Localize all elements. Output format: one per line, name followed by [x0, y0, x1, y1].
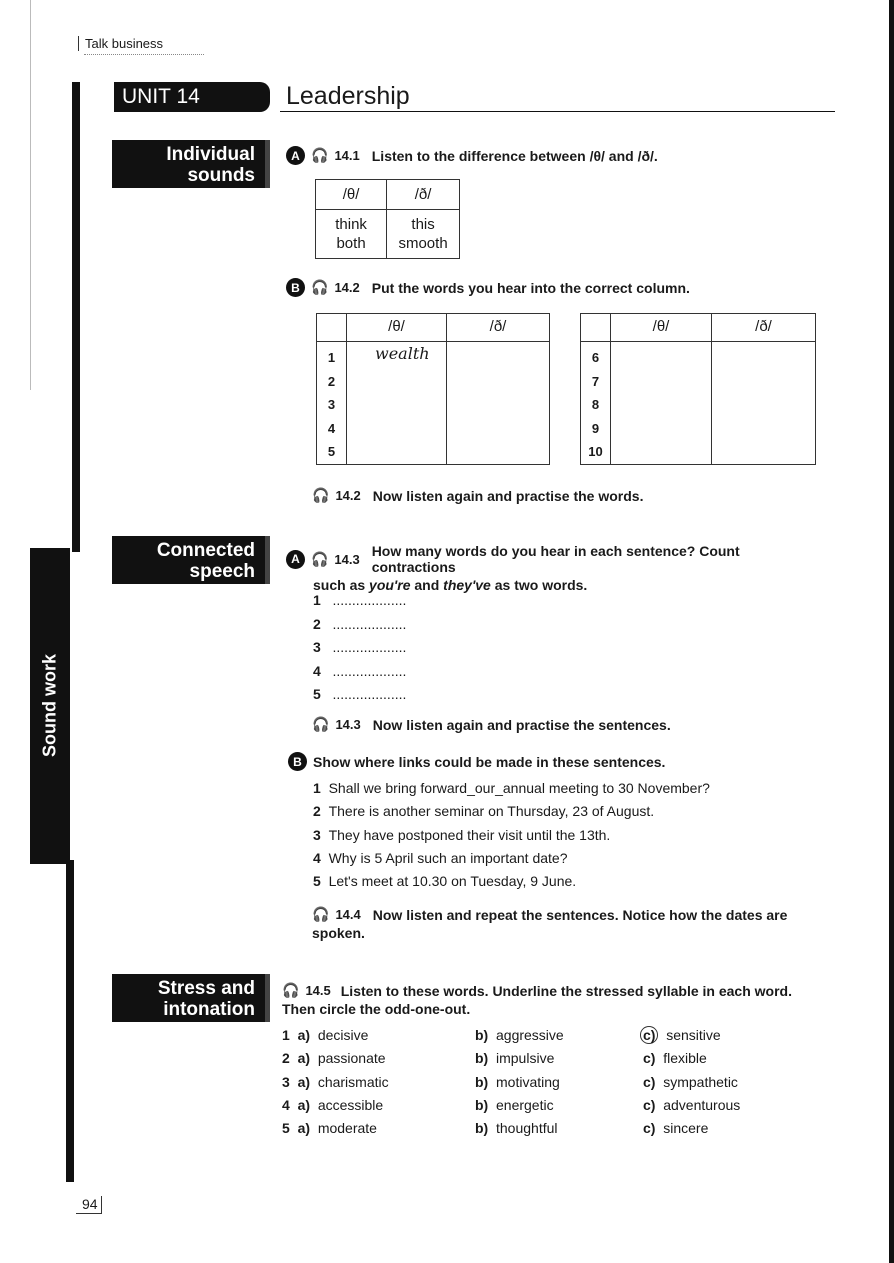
headphones-icon: 🎧: [312, 716, 330, 732]
exercise-stress-heading: [282, 982, 822, 1017]
track-number: 14.1: [334, 148, 360, 163]
margin-line: [30, 0, 31, 390]
linking-sentences: [313, 777, 710, 893]
list-item: 5 ...................: [313, 686, 407, 702]
table-row: 2 a) passionate b) impulsive c) flexible: [282, 1050, 707, 1067]
column-header-eth: /ð/: [755, 318, 772, 335]
list-item: 4 Why is 5 April such an important date?: [313, 849, 568, 866]
list-item: 4 ...................: [313, 662, 407, 679]
side-tab-label: Sound work: [39, 654, 60, 758]
exercise-instruction: Listen to the difference between /θ/ and /ð/.: [371, 147, 658, 164]
example-answer: wealth: [375, 344, 430, 363]
page-number: 94: [76, 1196, 102, 1214]
spine-bottom: [66, 860, 74, 1182]
list-item: 5 Let's meet at 10.30 on Tuesday, 9 June.: [313, 873, 577, 890]
exercise-instruction: Show where links could be made in these sentences.: [313, 753, 666, 770]
table-row: 5 a) moderate b) thoughtful c) sincere: [282, 1120, 709, 1137]
track-number: 14.3: [335, 717, 361, 732]
row-numbers: 1 2 3 4 5: [327, 350, 336, 459]
followup-instruction-cont: spoken.: [312, 925, 365, 941]
unit-label: UNIT 14: [114, 82, 270, 112]
page-edge: [889, 0, 894, 1263]
sounds-table: [315, 179, 460, 259]
stress-word-grid: [282, 1024, 842, 1140]
exercise-letter-badge: B: [288, 752, 307, 771]
headphones-icon: 🎧: [311, 147, 329, 163]
list-item: 1 Shall we bring forward_our_annual meeting to 30 November?: [313, 780, 710, 796]
exercise-b1-followup: [312, 487, 643, 504]
track-number: 14.4: [335, 907, 361, 922]
exercise-letter-badge: A: [286, 146, 305, 165]
column-header-eth: /ð/: [489, 318, 507, 335]
exercise-instruction: How many words do you hear in each sentence? Count contractions: [371, 543, 740, 575]
followup-instruction: Now listen and repeat the sentences. Notice how the dates are: [372, 906, 788, 923]
example-word: this smooth: [387, 210, 460, 259]
exercise-a1-heading: [286, 146, 658, 165]
answer-table-right: [580, 313, 816, 465]
example-word: think both: [316, 210, 387, 259]
unit-title: Leadership: [286, 82, 410, 110]
exercise-letter-badge: A: [286, 550, 305, 569]
headphones-icon: 🎧: [282, 982, 300, 998]
list-item: 3 ...................: [313, 639, 407, 655]
followup-instruction: Now listen again and practise the words.: [372, 487, 644, 504]
exercise-instruction-cont: such as you're and they've as two words.: [313, 577, 588, 593]
spine-top: [72, 82, 80, 552]
section-connected-speech: Connected speech: [112, 536, 270, 584]
exercise-b2-heading: [288, 752, 665, 771]
list-item: 3 They have postponed their visit until the 13th.: [313, 826, 611, 843]
list-item: 2 There is another seminar on Thursday, 23 of August.: [313, 803, 655, 820]
exercise-b2-followup: [312, 906, 812, 941]
table-row: 1 a) decisive b) aggressive c) sensitive: [282, 1027, 721, 1043]
circled-answer: c): [640, 1026, 658, 1044]
column-header-theta: /θ/: [388, 318, 405, 335]
headphones-icon: 🎧: [312, 487, 330, 503]
track-number: 14.2: [334, 280, 360, 295]
exercise-a2-heading: [286, 543, 826, 593]
exercise-b1-heading: [286, 278, 690, 297]
table-row: 4 a) accessible b) energetic c) adventurous: [282, 1096, 741, 1113]
track-number: 14.3: [334, 551, 360, 567]
header-rule: [84, 54, 204, 55]
table-row: 3 a) charismatic b) motivating c) sympathetic: [282, 1073, 738, 1090]
column-header-theta: /θ/: [652, 318, 670, 335]
headphones-icon: 🎧: [311, 279, 329, 295]
row-numbers: 6 7 8 9 10: [588, 350, 603, 459]
headphones-icon: 🎧: [310, 550, 329, 567]
book-title: Talk business: [78, 36, 163, 51]
list-item: 1 ...................: [313, 592, 407, 608]
exercise-a2-followup: [312, 716, 671, 733]
count-answer-list: [313, 589, 406, 707]
track-number: 14.2: [335, 488, 361, 503]
exercise-letter-badge: B: [286, 278, 305, 297]
track-number: 14.5: [305, 983, 331, 998]
column-header-eth: /ð/: [387, 180, 460, 210]
answer-table-left: [316, 313, 550, 465]
title-rule: [280, 111, 835, 112]
section-individual-sounds: Individual sounds: [112, 140, 270, 188]
column-header-theta: /θ/: [316, 180, 387, 210]
list-item: 2 ...................: [313, 615, 407, 632]
exercise-instruction-cont: Then circle the odd-one-out.: [282, 1001, 471, 1017]
section-stress-intonation: Stress and intonation: [112, 974, 270, 1022]
exercise-instruction: Listen to these words. Underline the stressed syllable in each word.: [340, 982, 792, 999]
headphones-icon: 🎧: [312, 906, 330, 922]
followup-instruction: Now listen again and practise the sentences.: [372, 716, 671, 733]
exercise-instruction: Put the words you hear into the correct column.: [371, 279, 690, 296]
